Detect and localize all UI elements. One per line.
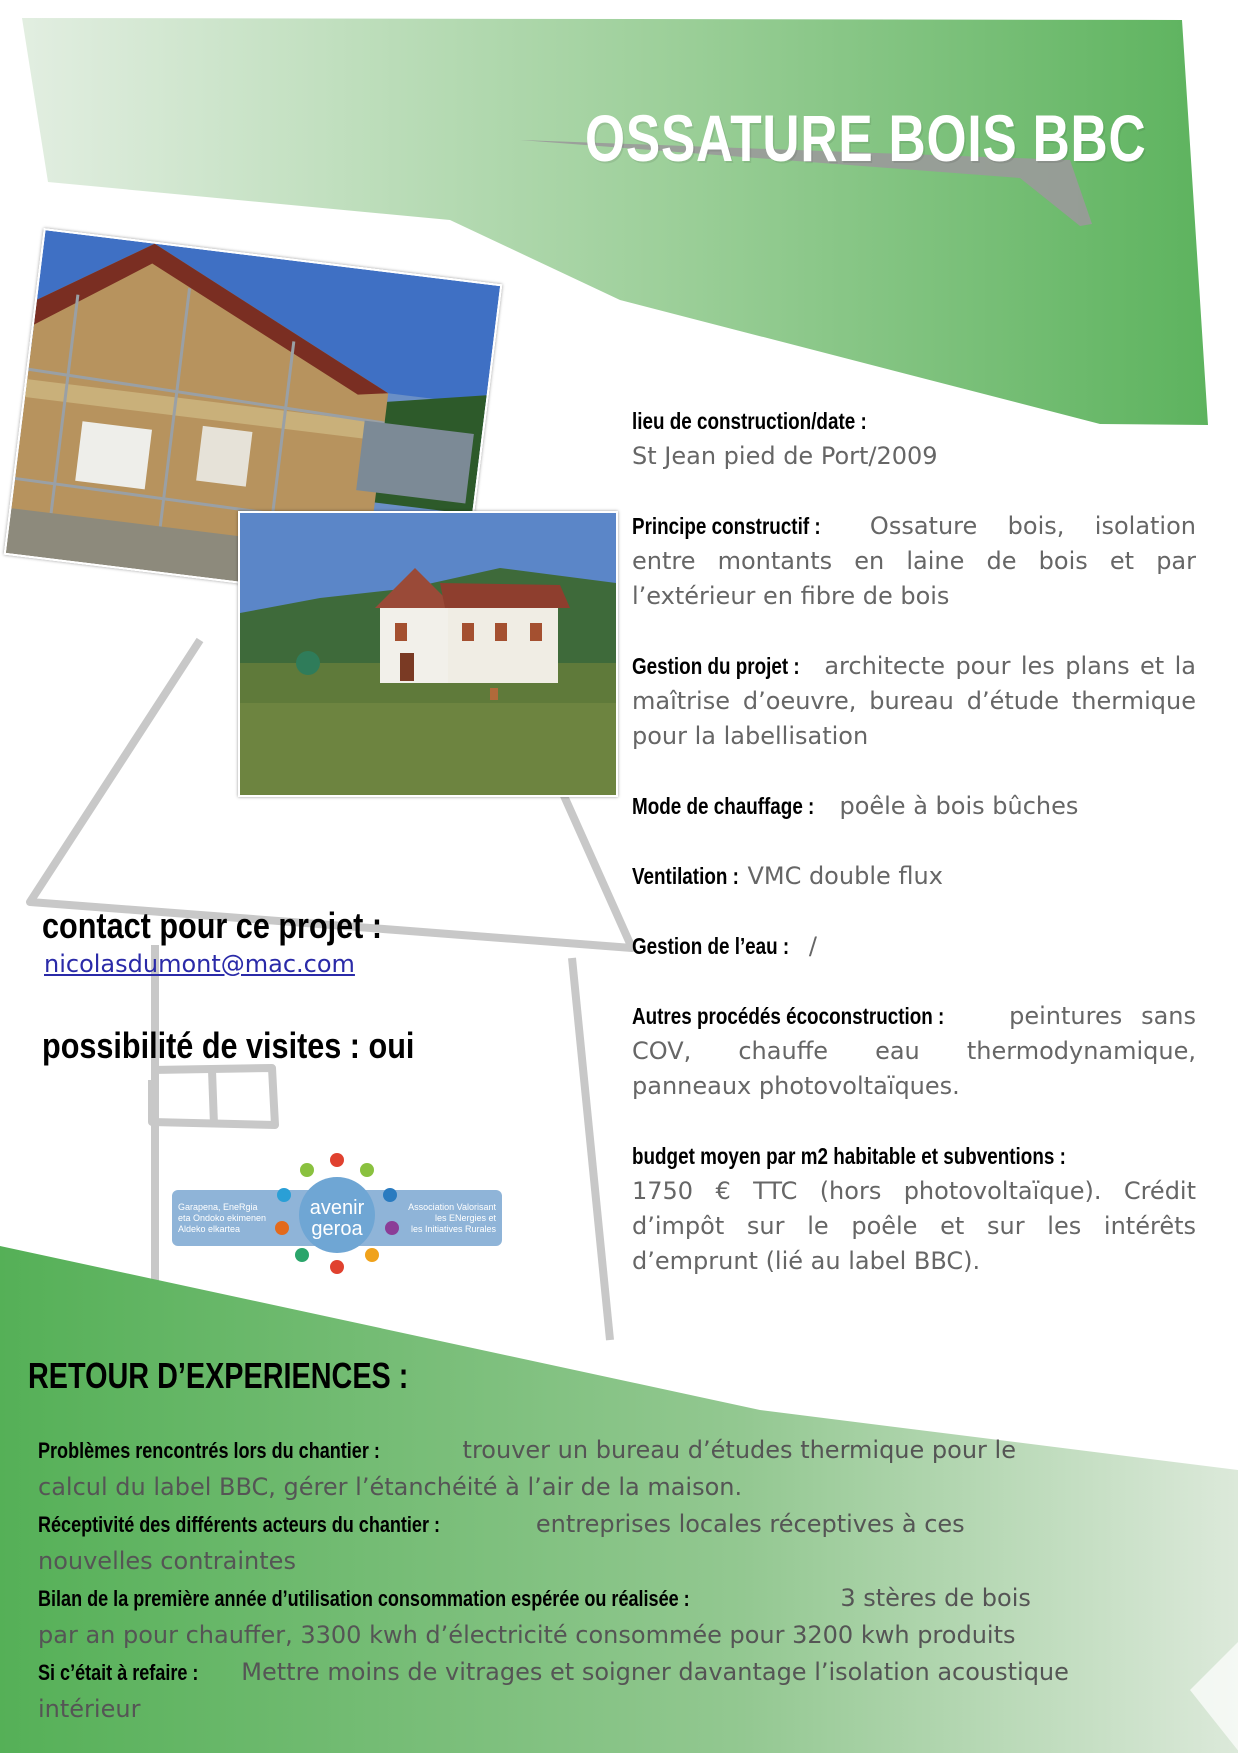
experience-heading: RETOUR D’EXPERIENCES :	[28, 1355, 409, 1396]
project-info	[632, 404, 1196, 1314]
logo-left-text: Garapena, EneRgia	[178, 1202, 258, 1212]
logo-right-text: les ENergies et	[434, 1213, 496, 1223]
info-label: Gestion de l’eau :	[632, 933, 790, 959]
contact-email-link[interactable]: nicolasdumont@mac.com	[44, 950, 355, 978]
avenir-geroa-logo	[172, 1140, 502, 1280]
page-title: OSSATURE BOIS BBC	[585, 101, 1147, 175]
experience-value: entreprises locales réceptives à ces nouvelles contraintes	[38, 1510, 965, 1575]
logo-left-text: Aldeko elkartea	[178, 1224, 241, 1234]
info-label: Principe constructif :	[632, 513, 821, 539]
experience-label: Problèmes rencontrés lors du chantier :	[38, 1438, 380, 1463]
info-water	[632, 929, 1196, 964]
info-value: VMC double flux	[747, 862, 943, 890]
info-label: Autres procédés écoconstruction :	[632, 1003, 945, 1029]
experience-item	[38, 1432, 1078, 1506]
info-value: architecte pour les plans et la maîtrise d’oeuvre, bureau d’étude thermique pour la labellisation	[632, 652, 1196, 750]
experience-value: 3 stères de bois par an pour chauffer, 3300 kwh d’électricité consommée pour 3200 kwh produits	[38, 1584, 1031, 1649]
experience-label: Bilan de la première année d’utilisation consommation espérée ou réalisée :	[38, 1586, 690, 1611]
visits-availability: possibilité de visites : oui	[42, 1025, 415, 1066]
contact-heading: contact pour ce projet :	[42, 905, 383, 946]
info-label: Ventilation :	[632, 863, 739, 889]
logo-right-text: les Initiatives Rurales	[410, 1224, 496, 1234]
experience-item	[38, 1580, 1078, 1654]
info-value: St Jean pied de Port/2009	[632, 442, 938, 470]
info-ventilation	[632, 859, 1196, 894]
info-location	[632, 404, 1196, 474]
info-heating	[632, 789, 1196, 824]
info-label: Mode de chauffage :	[632, 793, 815, 819]
logo-name-line2: geroa	[311, 1218, 363, 1240]
info-budget	[632, 1139, 1196, 1279]
experience-label: Si c’était à refaire :	[38, 1660, 199, 1685]
logo-name-line1: avenir	[309, 1197, 365, 1219]
info-value: /	[808, 932, 817, 960]
experience-item	[38, 1654, 1078, 1728]
info-management	[632, 649, 1196, 754]
experience-item	[38, 1506, 1078, 1580]
experience-value: trouver un bureau d’études thermique pour le calcul du label BBC, gérer l’étanchéité à l’air de la maison.	[38, 1436, 1016, 1501]
logo-left-text: eta Ondoko ekimenen	[178, 1213, 267, 1223]
info-value: poêle à bois bûches	[839, 792, 1079, 820]
info-value: peintures sans COV, chauffe eau thermodynamique, panneaux photovoltaïques.	[632, 1002, 1196, 1100]
info-label: lieu de construction/date :	[632, 408, 867, 434]
experience-value: Mettre moins de vitrages et soigner davantage l’isolation acoustique intérieur	[38, 1658, 1069, 1723]
info-value: Ossature bois, isolation entre montants en laine de bois et par l’extérieur en fibre de bois	[632, 512, 1196, 610]
info-value: 1750 € TTC (hors photovoltaïque). Crédit d’impôt sur le poêle et sur les intérêts d’emprunt (lié au label BBC).	[632, 1177, 1196, 1275]
info-eco-processes	[632, 999, 1196, 1104]
info-principle	[632, 509, 1196, 614]
experience-feedback	[38, 1432, 1078, 1728]
experience-label: Réceptivité des différents acteurs du chantier :	[38, 1512, 441, 1537]
finished-house-photo	[238, 511, 618, 797]
logo-right-text: Association Valorisant	[408, 1202, 496, 1212]
info-label: Gestion du projet :	[632, 653, 800, 679]
info-label: budget moyen par m2 habitable et subventions :	[632, 1143, 1066, 1169]
